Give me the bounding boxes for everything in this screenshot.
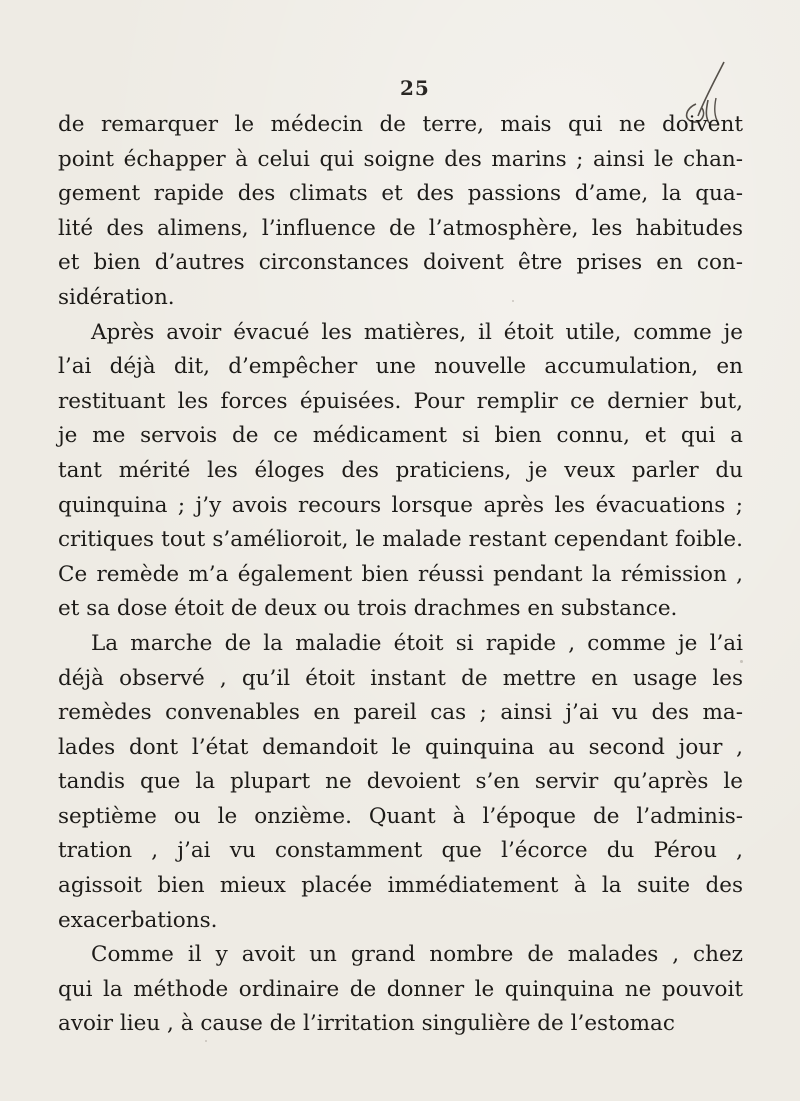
text-line: remèdes convenables en pareil cas ; ainsi j’ai vu des ma- [58, 700, 743, 726]
text-line: avoir lieu , à cause de l’irritation singulière de l’estomac [58, 1011, 675, 1037]
text-line: tration , j’ai vu constamment que l’écorce du Pérou , [58, 838, 743, 864]
text-line: restituant les forces épuisées. Pour remplir ce dernier but, [58, 388, 743, 414]
text-line: l’ai déjà dit, d’empêcher une nouvelle accumulation, en [58, 354, 743, 380]
text-line: et sa dose étoit de deux ou trois drachmes en substance. [58, 596, 678, 622]
text-line: septième ou le onzième. Quant à l’époque de l’adminis- [58, 803, 743, 829]
text-line: je me servois de ce médicament si bien connu, et qui a [58, 423, 743, 449]
paper-speck [512, 300, 514, 302]
text-line: lades dont l’état demandoit le quinquina au second jour , [58, 734, 743, 760]
text-line: sidération. [58, 284, 175, 310]
text-line: Après avoir évacué les matières, il étoit utile, comme je [91, 319, 743, 345]
text-line: lité des alimens, l’influence de l’atmosphère, les habitudes [58, 215, 743, 241]
text-line: point échapper à celui qui soigne des marins ; ainsi le chan- [58, 146, 743, 172]
text-line: tant mérité les éloges des praticiens, je veux parler du [58, 457, 743, 483]
text-line: de remarquer le médecin de terre, mais qui ne doivent [58, 112, 743, 137]
paper-speck [205, 1040, 207, 1042]
text-line: La marche de la maladie étoit si rapide , comme je l’ai [91, 630, 743, 656]
page-number: 25 [400, 76, 430, 100]
body-text [58, 108, 743, 1042]
text-line: tandis que la plupart ne devoient s’en servir qu’après le [58, 769, 743, 795]
text-line: Comme il y avoit un grand nombre de malades , chez [91, 942, 743, 968]
text-line: déjà observé , qu’il étoit instant de mettre en usage les [58, 665, 743, 691]
text-line: gement rapide des climats et des passions d’ame, la qua- [58, 181, 743, 207]
text-line: qui la méthode ordinaire de donner le quinquina ne pouvoit [58, 976, 743, 1002]
text-line: critiques tout s’amélioroit, le malade restant cependant foible. [58, 527, 743, 553]
paper-speck [740, 660, 743, 663]
text-line: agissoit bien mieux placée immédiatement à la suite des [58, 873, 743, 899]
text-line: et bien d’autres circonstances doivent être prises en con- [58, 250, 743, 276]
text-line: quinquina ; j’y avois recours lorsque après les évacuations ; [58, 492, 743, 518]
text-line: exacerbations. [58, 907, 218, 933]
text-line: Ce remède m’a également bien réussi pendant la rémission , [58, 561, 743, 587]
